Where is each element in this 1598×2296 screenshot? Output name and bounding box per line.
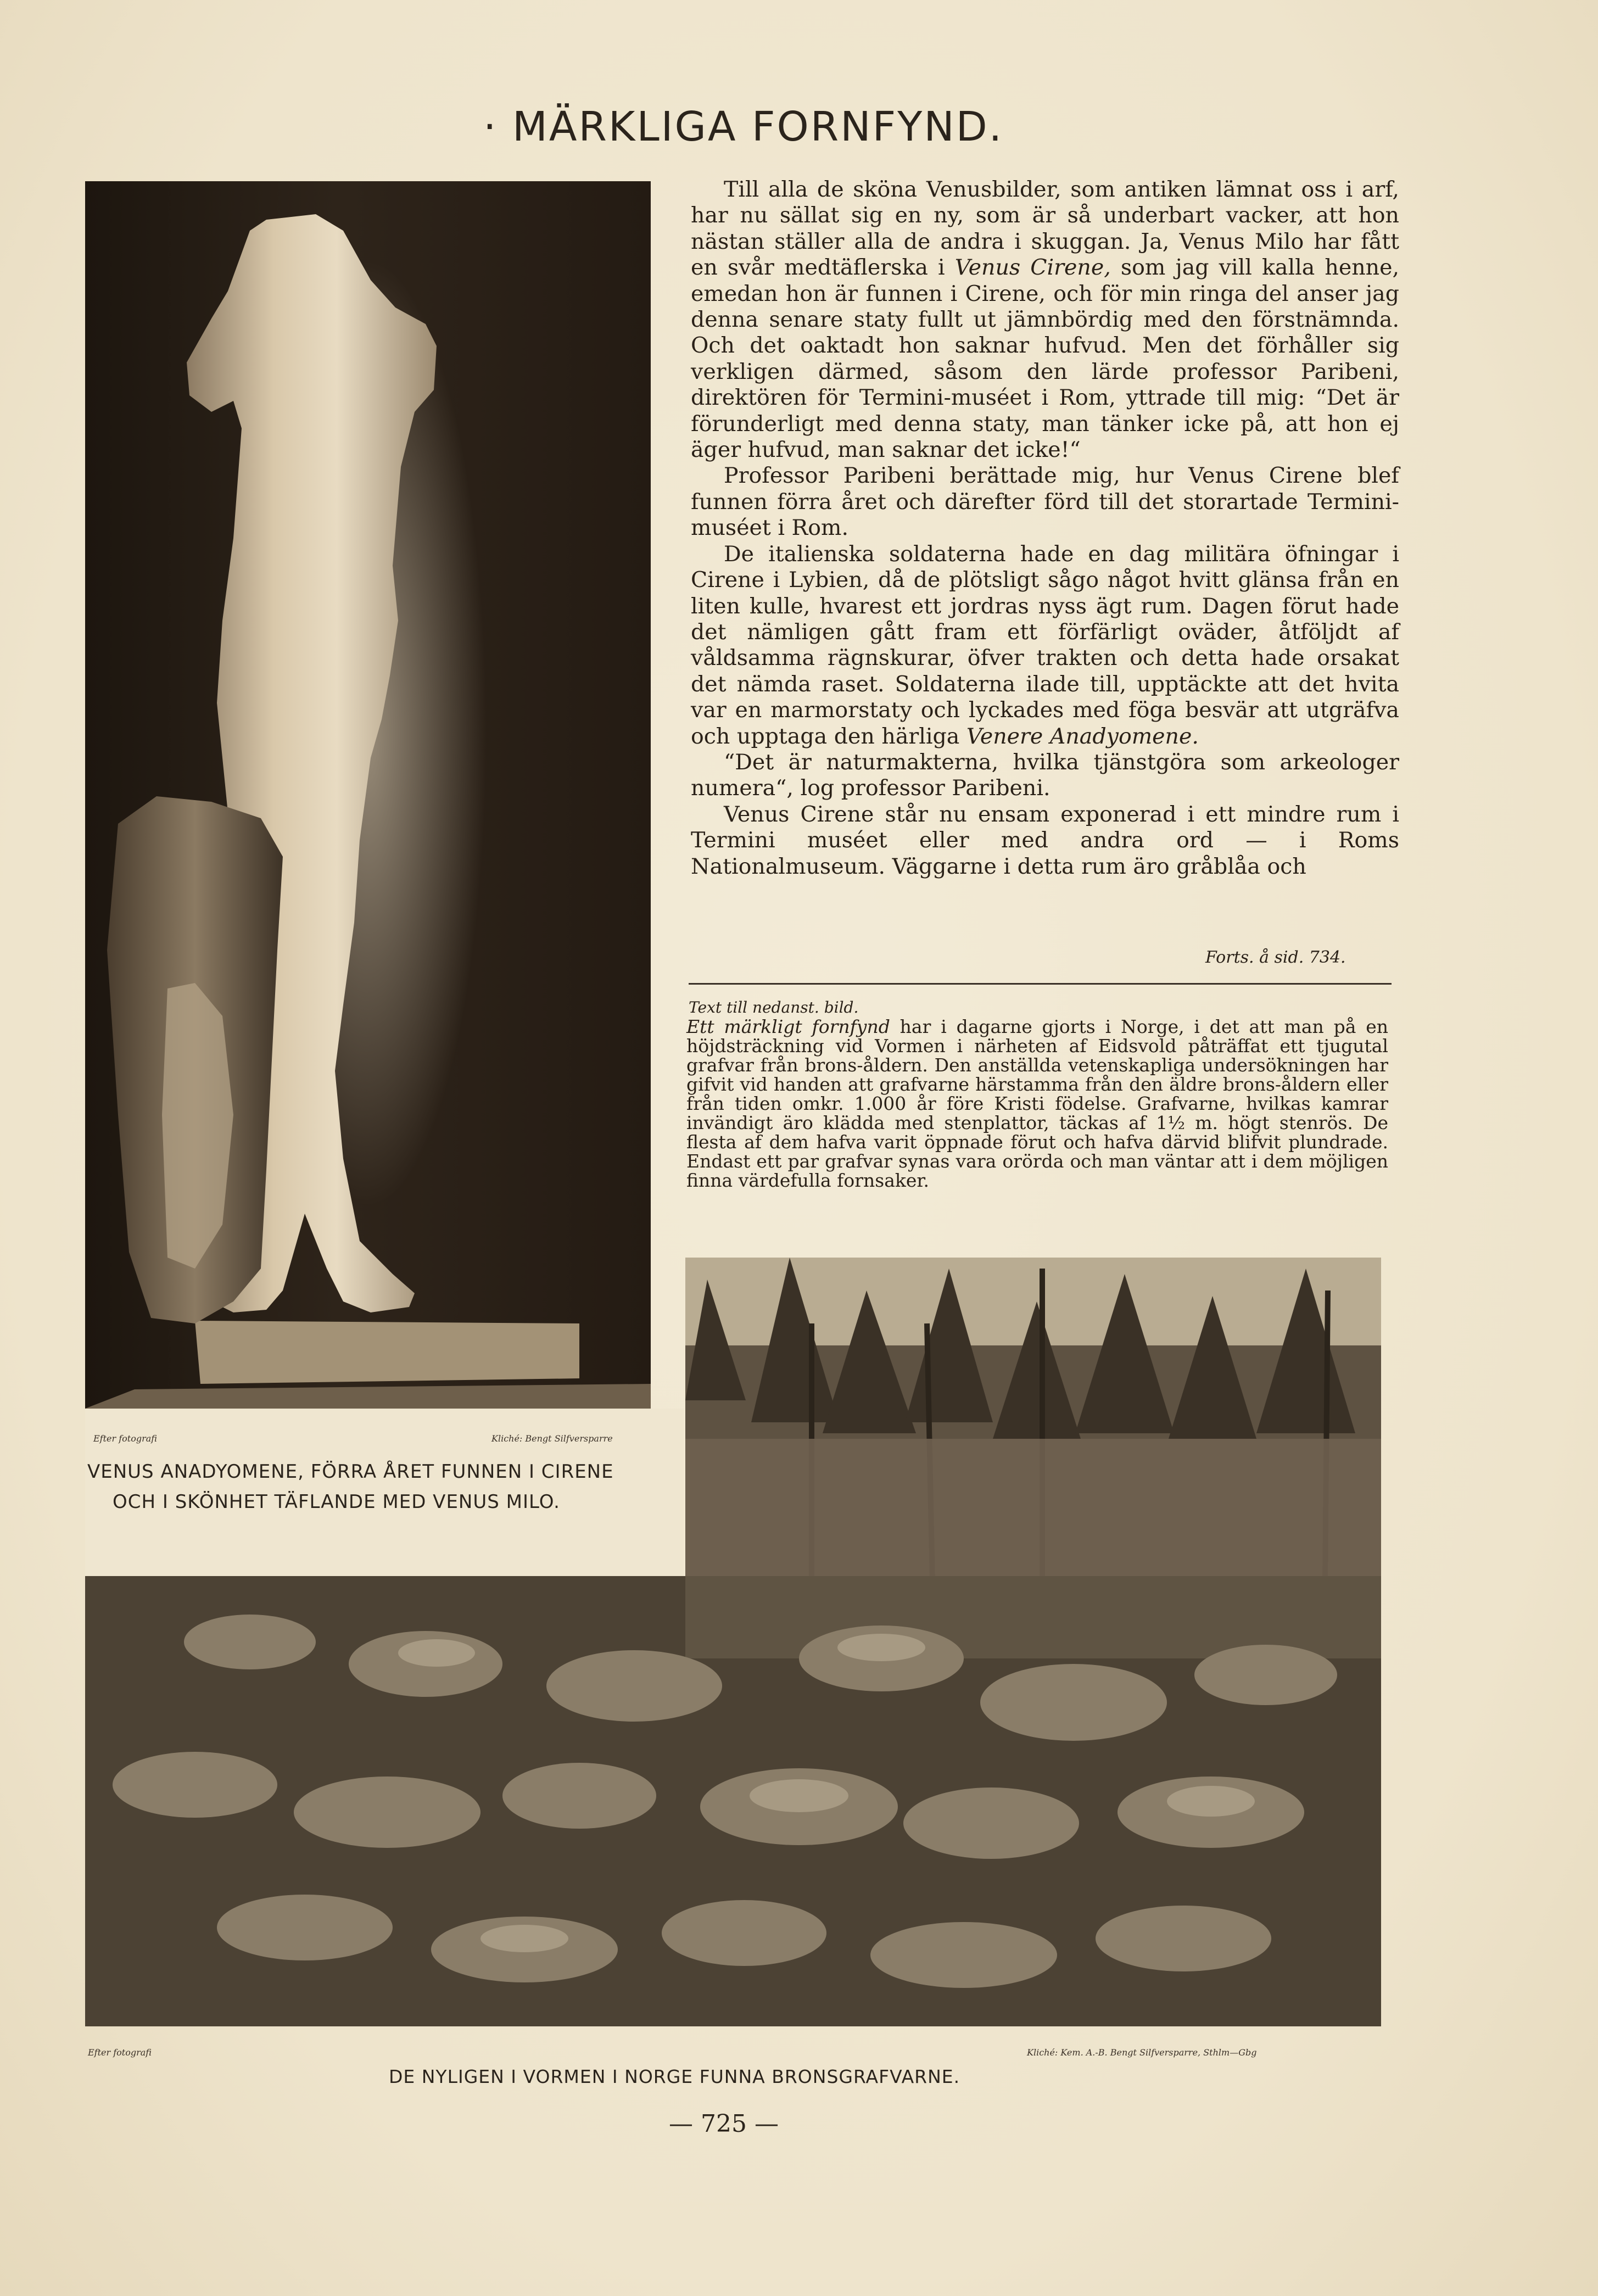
page-number: — 725 — xyxy=(669,2110,779,2138)
note-heading: Text till nedanst. bild. xyxy=(689,998,859,1016)
landscape-cliche-credit: Kliché: Kem. A.-B. Bengt Silfversparre, Sthlm—Gbg xyxy=(1027,2047,1257,2058)
article-paragraph: “Det är naturmakterna, hvilka tjänstgöra som arkeologer numera“, log professor Paribeni. xyxy=(691,749,1399,801)
forest-photo xyxy=(685,1258,1381,1582)
stone-cairn-image xyxy=(85,1576,1381,2026)
article-body xyxy=(691,177,1399,880)
statue-caption-line2: OCH I SKÖNHET TÄFLANDE MED VENUS MILO. xyxy=(113,1491,560,1513)
cliche-credit: Kliché: Bengt Silfversparre xyxy=(491,1433,613,1444)
photo-credit: Efter fotografi xyxy=(93,1433,157,1444)
landscape-caption: DE NYLIGEN I VORMEN I NORGE FUNNA BRONSGRAFVARNE. xyxy=(389,2066,960,2087)
statue-photo xyxy=(85,181,651,1409)
article-paragraph: Professor Paribeni berättade mig, hur Venus Cirene blef funnen förra året och därefter förd till det storartade Termini-muséet i Rom. xyxy=(691,463,1399,541)
continued-note: Forts. å sid. 734. xyxy=(1205,948,1346,967)
article-paragraph: Venus Cirene står nu ensam exponerad i ett mindre rum i Termini muséet eller med andra ord — i Roms Nationalmuseum. Väggarne i detta rum äro gråblåa och xyxy=(691,801,1399,879)
venus-statue-image xyxy=(85,181,651,1409)
article-paragraph: Till alla de sköna Venusbilder, som antiken lämnat oss i arf, har nu sällat sig en ny, som är så underbart vacker, att hon nästan ställer alla de andra i skuggan. Ja, Venus Milo har fått en svår medtäflerska i Venus Cirene, som jag vill kalla henne, emedan hon är funnen i Cirene, och för min ringa del anser jag denna senare staty fullt ut jämnbördig med den förstnämnda. Och det oaktadt hon saknar hufvud. Men det förhåller sig verkligen därmed, såsom den lärde professor Paribeni, direktören för Termini-muséet i Rom, yttrade till mig: “Det är förunderligt med denna staty, man tänker icke på, att hon ej äger hufvud, man saknar det icke!“ xyxy=(691,177,1400,463)
article-paragraph: De italienska soldaterna hade en dag militära öfningar i Cirene i Lybien, då de plötsligt sågo något hvitt glänsa från en liten kulle, hvarest ett jordras nyss ägt rum. Dagen förut hade det nämligen gått fram ett förfärligt oväder, åtföljdt af våldsamma rägnskurar, öfver trakten och detta hade orsakat det nämda raset. Soldaterna ilade till, upptäckte att det hvita var en marmorstaty och lyckades med föga besvär att utgräfva och upptaga den härliga Venere Anadyomene. xyxy=(691,541,1399,749)
page-title: · MÄRKLIGA FORNFYND. xyxy=(483,103,1004,150)
statue-caption-line1: VENUS ANADYOMENE, FÖRRA ÅRET FUNNEN I CIRENE xyxy=(87,1461,614,1483)
divider-rule xyxy=(689,983,1392,985)
statue-caption-area xyxy=(85,1409,684,1576)
forest-image xyxy=(685,1258,1381,1582)
landscape-photo-credit: Efter fotografi xyxy=(88,2047,152,2058)
bronze-age-graves-photo xyxy=(85,1576,1381,2026)
note-text: Ett märkligt fornfynd har i dagarne gjorts i Norge, i det att man på en höjdsträckning vid Vormen i närheten af Eidsvold påträffat ett tjugutal grafvar från brons-åldern. Den anställda vetenskapliga undersökningen har gifvit vid handen att grafvarne härstamma från den äldre brons-åldern eller från tiden omkr. 1.000 år före Kristi födelse. Grafvarne, hvilkas kamrar invändigt äro klädda med stenplattor, täckas af 1½ m. högt stenrös. De flesta af dem hafva varit öppnade förut och hafva därvid blifvit plundrade. Endast ett par grafvar synas vara orörda och man väntar att i dem möjligen finna värdefulla fornsaker. xyxy=(686,1016,1389,1191)
